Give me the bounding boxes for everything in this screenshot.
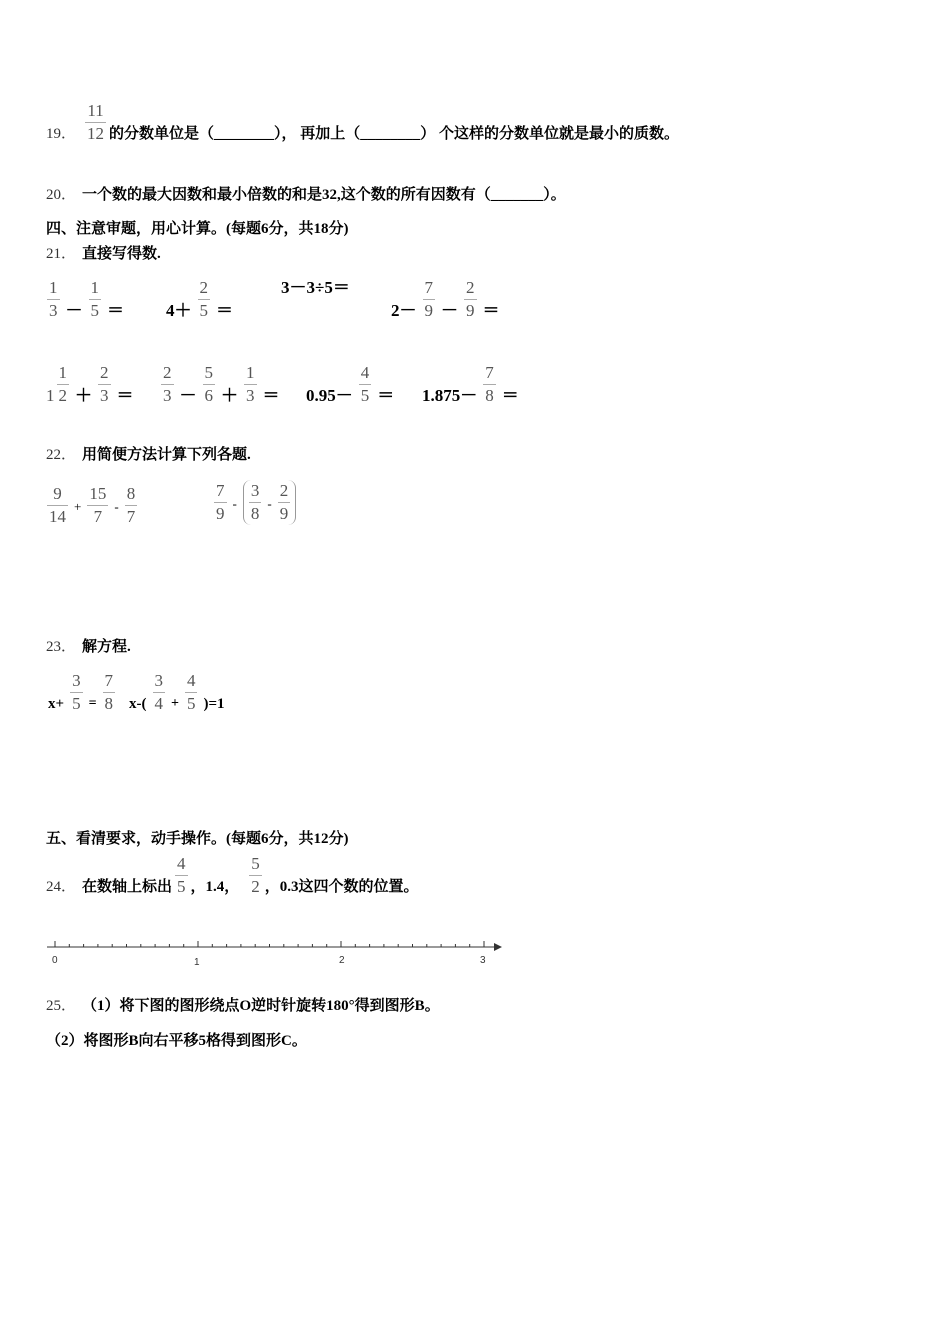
numerator: 5	[251, 854, 260, 873]
question-number: 22．	[46, 447, 77, 463]
fraction	[244, 362, 257, 407]
fraction	[125, 483, 138, 528]
expr-21-7	[303, 362, 397, 407]
equals: ＝	[501, 386, 519, 405]
denominator: 8	[250, 504, 260, 523]
expr-21-8	[419, 362, 522, 407]
denominator: 5	[177, 877, 186, 896]
operator: -	[232, 496, 237, 511]
question-21	[46, 243, 161, 265]
fraction	[89, 277, 102, 322]
whole-number	[44, 385, 57, 407]
equation-23-1	[45, 670, 118, 715]
fraction	[47, 483, 68, 528]
operator: －	[441, 301, 458, 320]
operand: x+	[48, 696, 65, 712]
equals: ＝	[216, 301, 233, 320]
operand: 0.95－	[306, 386, 353, 405]
fraction	[175, 853, 188, 898]
question-text: ，0.3这四个数的位置。	[264, 879, 419, 895]
question-19	[46, 100, 679, 145]
section-5-heading	[46, 828, 349, 850]
fraction	[203, 362, 216, 407]
denominator: 9	[466, 301, 475, 320]
denominator: 8	[485, 386, 494, 405]
operand: x-(	[129, 696, 147, 712]
equation-23-2	[126, 670, 228, 715]
denominator: 7	[93, 507, 103, 526]
numerator: 7	[424, 278, 433, 297]
expr-22-1	[44, 483, 140, 528]
operator: +	[171, 696, 179, 711]
denominator: 5	[90, 301, 99, 320]
whole: 1	[46, 386, 55, 405]
expr-21-4	[388, 277, 503, 322]
numerator: 7	[104, 671, 114, 690]
numerator: 2	[466, 278, 475, 297]
question-title: 直接写得数.	[82, 246, 161, 262]
fraction	[278, 480, 291, 525]
question-title: 用简便方法计算下列各题.	[82, 447, 251, 463]
denominator: 12	[87, 124, 105, 143]
question-number: 21．	[46, 246, 77, 262]
numerator: 2	[279, 481, 289, 500]
equals: ＝	[107, 301, 124, 320]
denominator: 8	[104, 694, 114, 713]
axis-label: 1	[194, 957, 200, 968]
denominator: 5	[72, 694, 81, 713]
fraction	[47, 277, 60, 322]
axis-ticks	[55, 941, 484, 947]
parentheses	[243, 480, 296, 525]
denominator: 6	[204, 386, 213, 405]
numerator: 3	[250, 481, 260, 500]
denominator: 5	[199, 301, 208, 320]
axis-label: 2	[339, 955, 345, 966]
numerator: 5	[204, 363, 213, 382]
expression: 3－3÷5＝	[281, 278, 350, 297]
operator: -	[114, 499, 119, 514]
question-number: 25．	[46, 998, 77, 1014]
denominator: 3	[163, 386, 172, 405]
axis-label: 3	[480, 955, 486, 966]
numerator: 2	[163, 363, 172, 382]
fraction	[57, 362, 70, 407]
numerator: 1	[90, 278, 99, 297]
fraction	[359, 362, 372, 407]
numerator: 15	[89, 484, 107, 503]
fraction	[161, 362, 174, 407]
question-20	[46, 184, 566, 206]
fraction	[185, 670, 198, 715]
fraction	[464, 277, 477, 322]
denominator: 3	[49, 301, 58, 320]
denominator: 9	[424, 301, 433, 320]
question-text: 的分数单位是（________）， 再加上（________） 个这样的分数单位就是最小的质数。	[109, 126, 680, 142]
denominator: 7	[126, 507, 136, 526]
question-text: （2）将图形B向右平移5格得到图形C。	[46, 1033, 307, 1049]
operand: 2－	[391, 301, 417, 320]
numerator: 4	[360, 363, 370, 382]
question-text: 一个数的最大因数和最小倍数的和是32,这个数的所有因数有（_______）。	[82, 187, 566, 203]
numerator: 7	[485, 363, 494, 382]
denominator: 5	[360, 386, 370, 405]
operator: -	[267, 496, 272, 511]
denominator: 2	[58, 386, 67, 405]
operator: ＋	[75, 386, 92, 405]
expr-21-2	[163, 277, 236, 322]
operator: +	[74, 499, 82, 514]
equals: ＝	[482, 301, 500, 320]
expr-22-2	[211, 480, 299, 525]
fraction	[483, 362, 496, 407]
denominator: 3	[100, 386, 109, 405]
expr-21-6	[158, 362, 283, 407]
numerator: 1	[246, 363, 255, 382]
expr-21-1	[44, 277, 127, 322]
expr-21-3	[278, 277, 353, 299]
fraction	[423, 277, 436, 322]
operand: )=1	[203, 696, 225, 712]
question-number: 20．	[46, 187, 77, 203]
question-number: 23．	[46, 639, 77, 655]
numerator: 7	[216, 481, 225, 500]
numerator: 4	[186, 671, 196, 690]
question-number: 24．	[46, 879, 77, 895]
arrow-icon	[494, 943, 502, 951]
numerator: 2	[100, 363, 109, 382]
question-25	[46, 995, 440, 1017]
numerator: 8	[126, 484, 136, 503]
operator: ＋	[221, 386, 238, 405]
numerator: 1	[49, 278, 58, 297]
section-title: 四、注意审题，用心计算。(每题6分，共18分)	[46, 221, 349, 237]
fraction	[153, 670, 166, 715]
denominator: 9	[279, 504, 289, 523]
equals: ＝	[262, 386, 280, 405]
numerator: 3	[154, 671, 163, 690]
section-title: 五、看清要求，动手操作。(每题6分，共12分)	[46, 831, 349, 847]
fraction	[98, 362, 111, 407]
fraction	[87, 483, 108, 528]
question-24	[46, 853, 419, 898]
question-23	[46, 636, 131, 658]
fraction	[249, 853, 262, 898]
operator: －	[65, 301, 83, 320]
denominator: 14	[49, 507, 66, 526]
numerator: 3	[72, 671, 81, 690]
question-text: 在数轴上标出	[82, 879, 173, 895]
denominator: 9	[216, 504, 225, 523]
question-number: 19．	[46, 126, 77, 142]
fraction	[103, 670, 116, 715]
fraction	[70, 670, 83, 715]
question-text: （1）将下图的图形绕点O逆时针旋转180°得到图形B。	[82, 998, 440, 1014]
numerator: 1	[58, 363, 67, 382]
equals: ＝	[116, 386, 134, 405]
numerator: 11	[87, 101, 104, 120]
denominator: 5	[186, 694, 196, 713]
numerator: 9	[53, 484, 62, 503]
fraction	[198, 277, 211, 322]
question-22	[46, 444, 251, 466]
denominator: 3	[246, 386, 255, 405]
denominator: 4	[154, 694, 163, 713]
fraction	[214, 480, 227, 525]
operand: 1.875－	[422, 386, 478, 405]
expr-21-5	[44, 362, 137, 407]
numerator: 4	[177, 854, 186, 873]
equals: ＝	[377, 386, 395, 405]
axis-label: 0	[52, 955, 58, 966]
fraction	[85, 100, 106, 145]
question-title: 解方程.	[82, 639, 131, 655]
equals: =	[88, 696, 97, 711]
operand: 4＋	[166, 301, 192, 320]
question-text: ，1.4，	[190, 879, 240, 895]
numerator: 2	[199, 278, 208, 297]
section-4-heading	[46, 218, 349, 240]
question-25-part-2	[46, 1030, 307, 1052]
denominator: 2	[251, 877, 260, 896]
number-line	[0, 930, 520, 960]
operator: －	[179, 386, 197, 405]
fraction	[249, 480, 262, 525]
